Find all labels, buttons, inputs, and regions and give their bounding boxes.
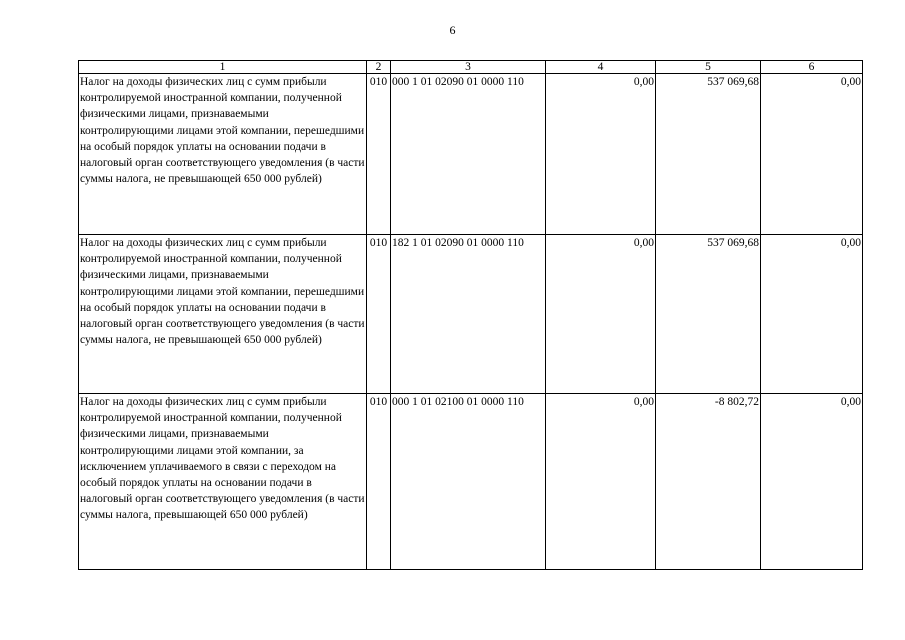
- budget-classification-code: 000 1 01 02100 01 0000 110: [391, 394, 546, 570]
- budget-classification-code: 182 1 01 02090 01 0000 110: [391, 235, 546, 394]
- row-name: Налог на доходы физических лиц с сумм прибыли контролируемой иностранной компании, полученной физическими лицами, признаваемыми контролирующими лицами этой компании, за исключением уплачиваемого в связи с переходом на особый порядок уплаты на основании подачи в налоговый орган соответствующего уведомления (в части суммы налога, превышающей 650 000 рублей): [79, 394, 367, 570]
- table-row: [79, 235, 863, 394]
- line-code: 010: [367, 394, 391, 570]
- value-col6: 0,00: [761, 394, 863, 570]
- value-col4: 0,00: [546, 74, 656, 235]
- value-col6: 0,00: [761, 235, 863, 394]
- row-name: Налог на доходы физических лиц с сумм прибыли контролируемой иностранной компании, полученной физическими лицами, признаваемыми контролирующими лицами этой компании, перешедшими на особый порядок уплаты на основании подачи в налоговый орган соответствующего уведомления (в части суммы налога, не превышающей 650 000 рублей): [79, 235, 367, 394]
- value-col5: 537 069,68: [656, 235, 761, 394]
- line-code: 010: [367, 74, 391, 235]
- column-header: 2: [367, 61, 391, 74]
- row-name: Налог на доходы физических лиц с сумм прибыли контролируемой иностранной компании, полученной физическими лицами, признаваемыми контролирующими лицами этой компании, перешедшими на особый порядок уплаты на основании подачи в налоговый орган соответствующего уведомления (в части суммы налога, не превышающей 650 000 рублей): [79, 74, 367, 235]
- table-row: [79, 74, 863, 235]
- value-col5: -8 802,72: [656, 394, 761, 570]
- page-number: 6: [449, 23, 456, 37]
- value-col4: 0,00: [546, 235, 656, 394]
- report-table: [78, 60, 863, 570]
- column-header: 1: [79, 61, 367, 74]
- column-header: 6: [761, 61, 863, 74]
- budget-classification-code: 000 1 01 02090 01 0000 110: [391, 74, 546, 235]
- value-col5: 537 069,68: [656, 74, 761, 235]
- column-header: 3: [391, 61, 546, 74]
- table-header-row: [79, 61, 863, 74]
- value-col6: 0,00: [761, 74, 863, 235]
- column-header: 4: [546, 61, 656, 74]
- table-row: [79, 394, 863, 570]
- line-code: 010: [367, 235, 391, 394]
- column-header: 5: [656, 61, 761, 74]
- value-col4: 0,00: [546, 394, 656, 570]
